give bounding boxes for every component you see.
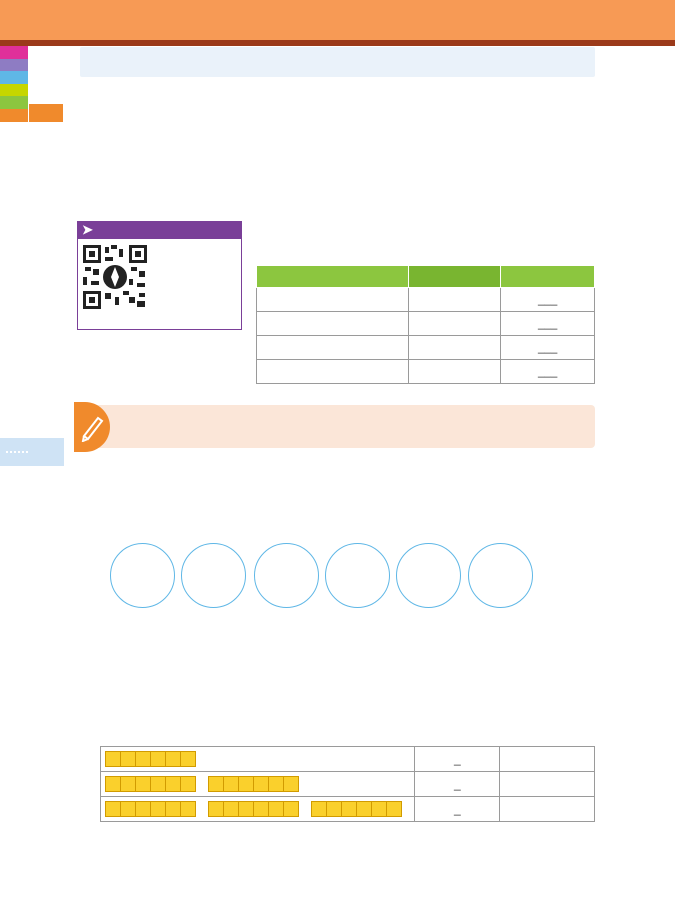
expr-cell [500,797,595,822]
rocket-icon: ➤ [82,222,93,237]
words-cell: _ [415,747,500,772]
ten-bar [208,776,299,792]
ten-bar [208,801,299,817]
numbers-cell: ___ [501,336,595,360]
ten-bar [105,776,196,792]
expr-cell [500,747,595,772]
ten-bar [105,751,196,767]
table-row [101,797,595,822]
numbers-cell: ___ [501,360,595,384]
exercise-3 [78,724,85,739]
bars-cell [101,747,415,772]
six-table [100,746,595,822]
ten-bar [105,801,196,817]
expr-cell [500,772,595,797]
words-cell: _ [415,797,500,822]
bottom-color-stripes [0,846,675,900]
words-cell: _ [415,772,500,797]
bars-cell [101,772,415,797]
numbers-cell: ___ [501,288,595,312]
ten-bar [311,801,402,817]
table-row [101,747,595,772]
bars-cell [101,797,415,822]
numbers-cell: ___ [501,312,595,336]
table-row [101,772,595,797]
